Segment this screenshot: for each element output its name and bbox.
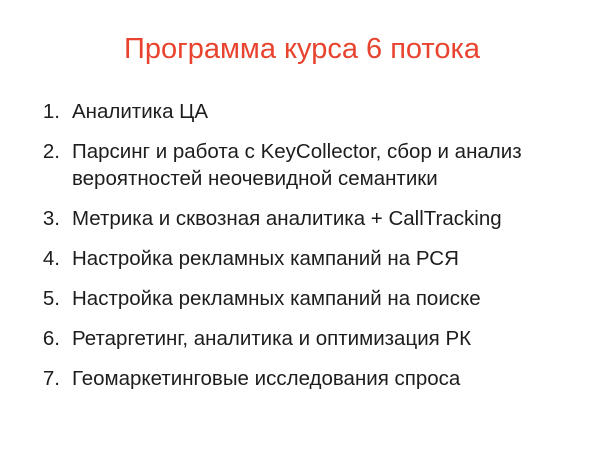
list-item (30, 365, 574, 392)
list-item (30, 325, 574, 352)
list-item-label: Аналитика ЦА (72, 99, 209, 123)
list-item (30, 98, 574, 125)
list-item-marker: 1. (42, 99, 60, 123)
list-item-label: Геомаркетинговые исследования спроса (72, 367, 461, 391)
list-item-marker: 4. (42, 247, 60, 271)
list-item-label: Метрика и сквозная аналитика + CallTracking (72, 207, 502, 231)
list-item-marker: 2. (42, 139, 60, 163)
list-item (30, 138, 574, 192)
page-title: Программа курса 6 потока (124, 33, 480, 65)
list-item-label: Парсинг и работа с KeyCollector, сбор и анализ вероятностей неочевидной семантики (72, 139, 522, 190)
list-item-marker: 6. (42, 327, 60, 351)
list-item (30, 245, 574, 272)
list-item-label: Настройка рекламных кампаний на поиске (72, 287, 481, 311)
list-item-marker: 7. (42, 367, 60, 391)
list-item-label: Настройка рекламных кампаний на РСЯ (72, 247, 459, 271)
list-item-marker: 5. (42, 287, 60, 311)
list-item (30, 205, 574, 232)
list-item-marker: 3. (42, 207, 60, 231)
list-item-label: Ретаргетинг, аналитика и оптимизация РК (72, 327, 472, 351)
course-program-list (30, 98, 574, 392)
list-item (30, 285, 574, 312)
